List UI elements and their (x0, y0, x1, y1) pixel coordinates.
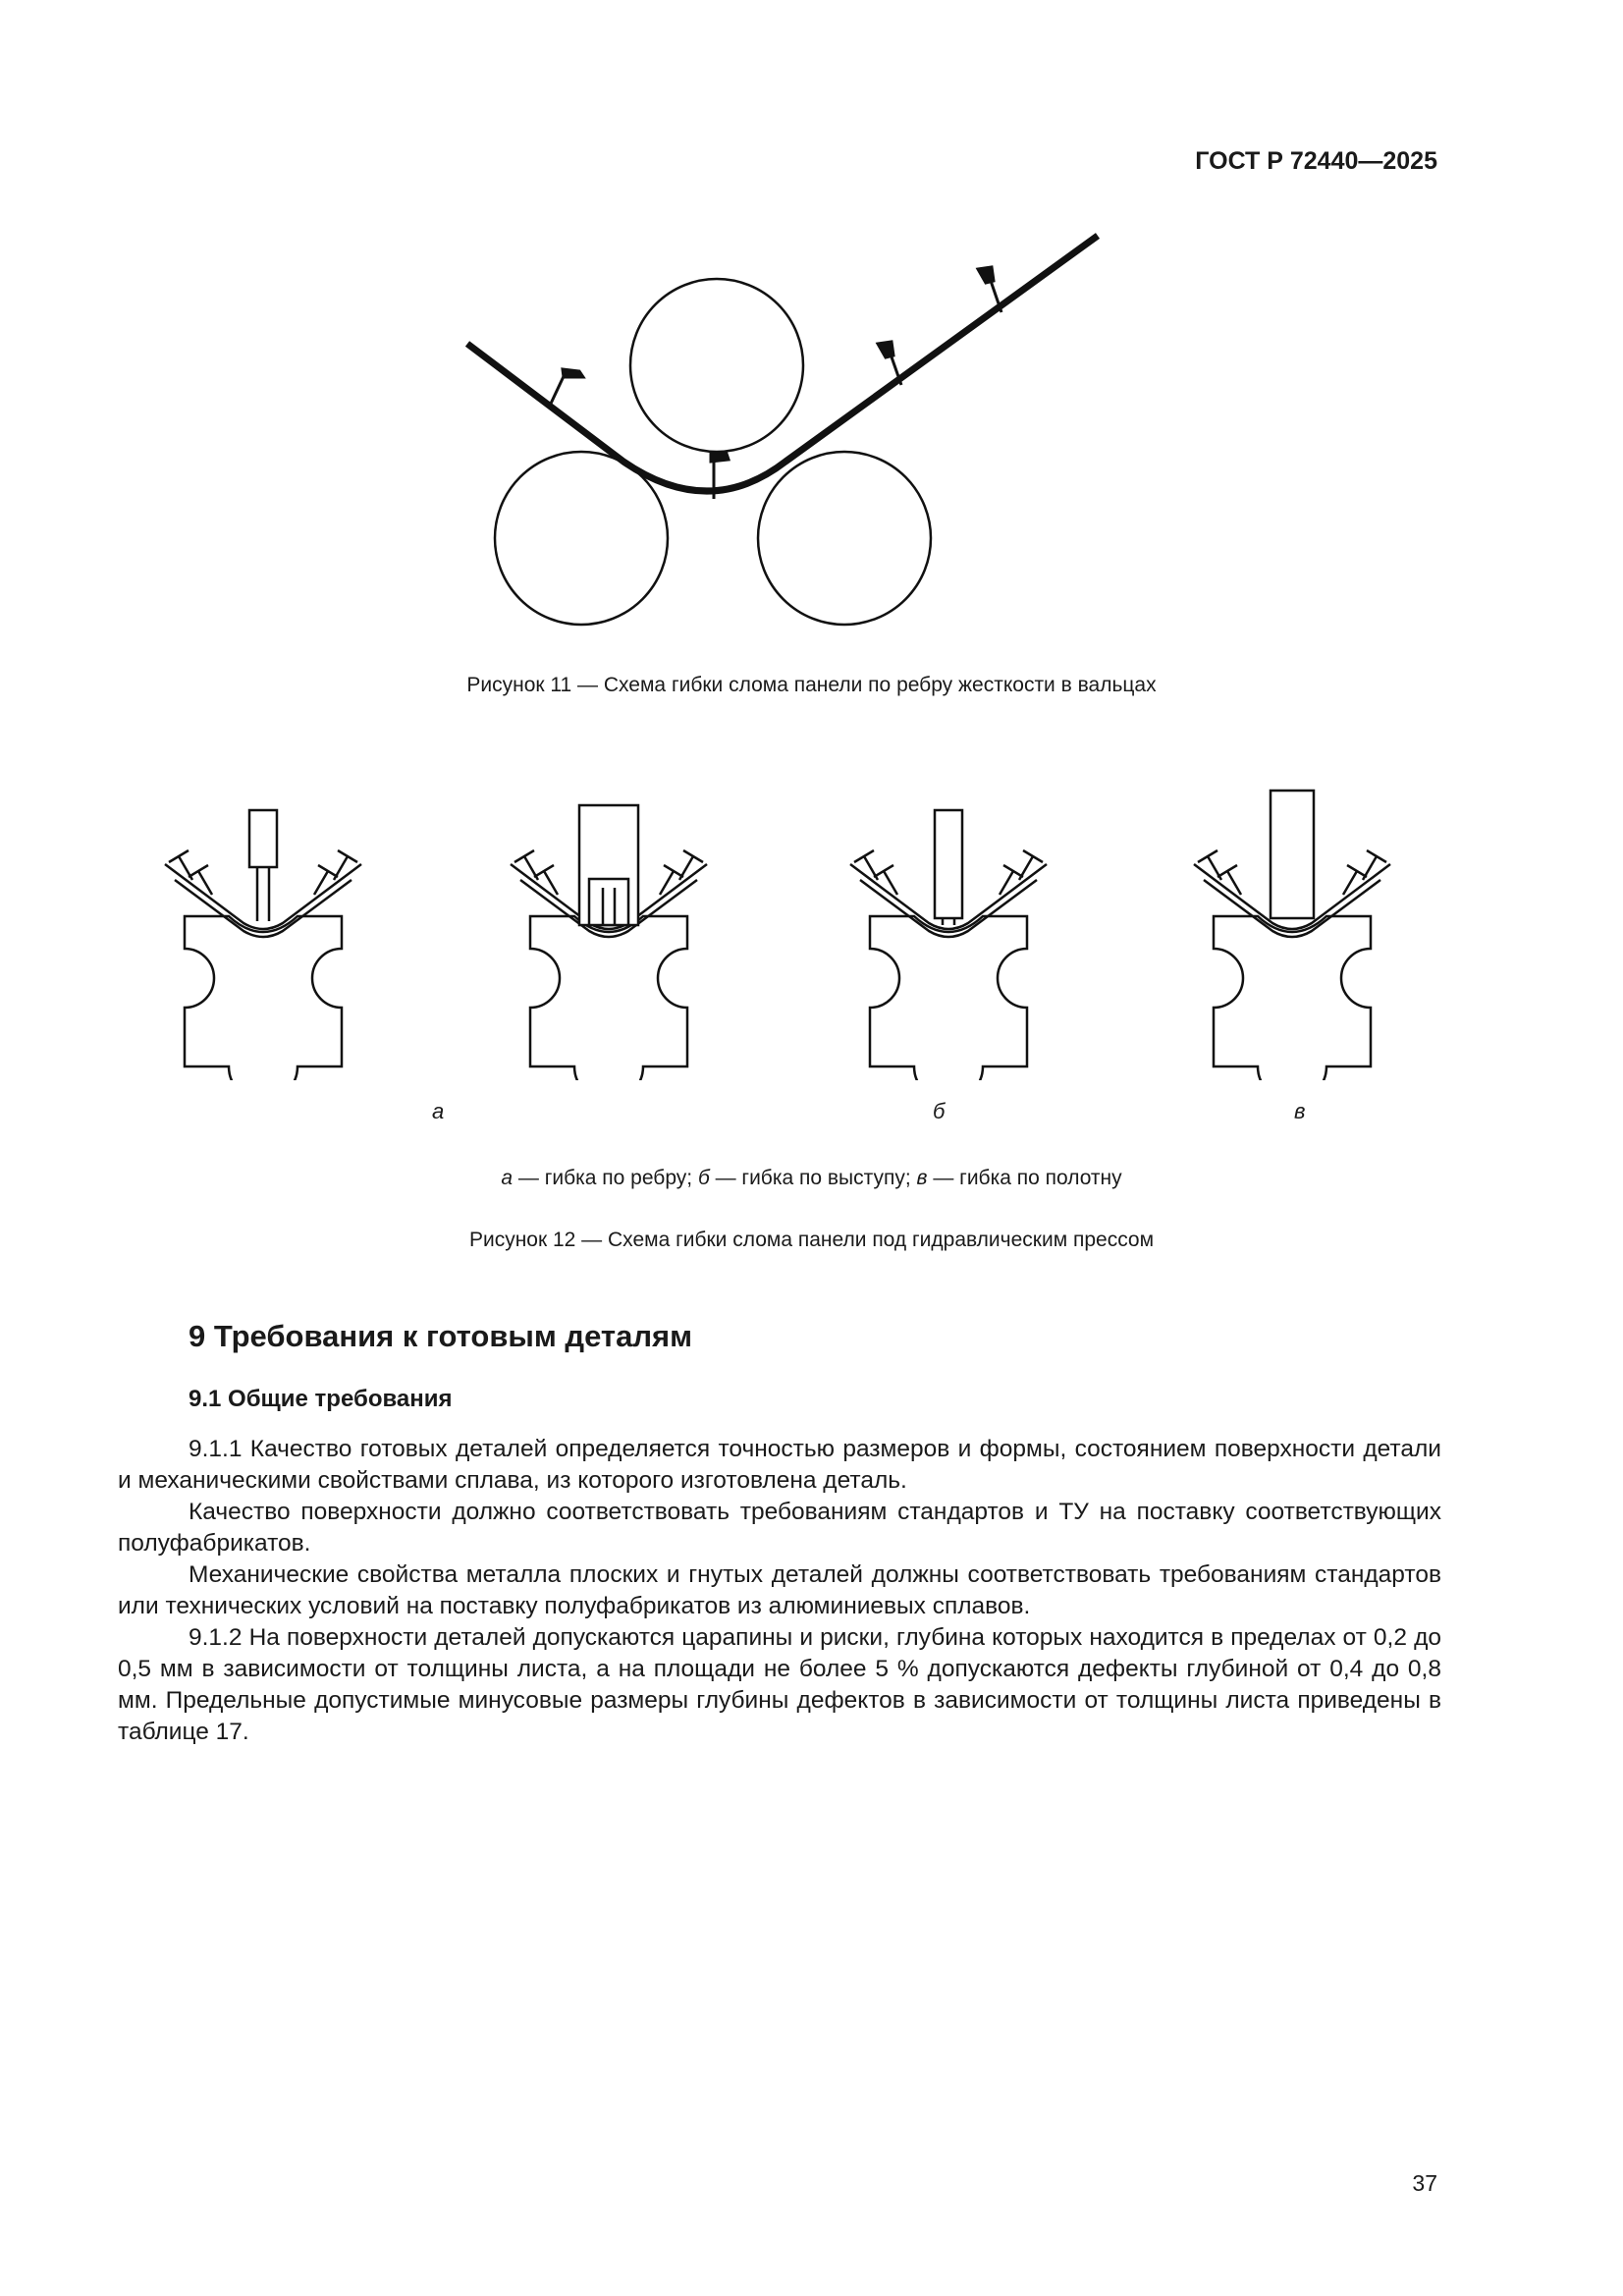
legend-a-text: — гибка по ребру; (513, 1167, 698, 1189)
figure-12-label-b: б (933, 1099, 946, 1123)
paragraph: Качество поверхности должно соответствовать требованиям стандартов и ТУ на поставку соответствующих полуфабрикатов. (118, 1499, 1441, 1557)
page-number: 37 (1412, 2170, 1437, 2196)
subsection-title: 9.1 Общие требования (189, 1386, 453, 1412)
figure-11-rolling-diagram (432, 221, 1119, 643)
top-roller (630, 279, 803, 452)
figure-12-caption: Рисунок 12 — Схема гибки слома панели под гидравлическим прессом (468, 1229, 1155, 1251)
section-body (118, 1434, 1441, 1748)
paragraph: Механические свойства металла плоских и гнутых деталей должны соответствовать требованиям стандартов или технических условий на поставку полуфабрикатов из алюминиевых сплавов. (118, 1561, 1441, 1619)
paragraph: 9.1.1 Качество готовых деталей определяется точностью размеров и формы, состоянием поверхности детали и механическими свойствами сплава, из которого изготовлена деталь. (118, 1436, 1441, 1494)
right-roller (758, 452, 931, 625)
figure-12-label-a: а (432, 1099, 445, 1123)
figure-12-legend (0, 1167, 1623, 1190)
legend-c-letter: в (916, 1167, 928, 1189)
figure-12-press-diagram (147, 781, 1424, 1080)
legend-b-letter: б (697, 1167, 710, 1189)
section-title: 9 Требования к готовым деталям (189, 1319, 693, 1353)
document-header: ГОСТ Р 72440—2025 (1195, 147, 1437, 175)
figure-12-label-c: в (1294, 1099, 1306, 1123)
legend-b-text: — гибка по выступу; (709, 1167, 917, 1189)
legend-c-text: — гибка по полотну (927, 1167, 1122, 1189)
figure-11-caption: Рисунок 11 — Схема гибки слома панели по ребру жесткости в вальцах (466, 674, 1157, 696)
paragraph: 9.1.2 На поверхности деталей допускаются царапины и риски, глубина которых находится в пределах от 0,2 до 0,5 мм в зависимости от толщины листа, а на площади не более 5 % допускаются дефекты глубиной от 0,4 до 0,8 мм. Предельные допустимые минусовые размеры глубины дефектов в зависимости от толщины листа приведены в таблице 17. (118, 1624, 1441, 1745)
legend-a-letter: а (501, 1167, 514, 1189)
left-roller (495, 452, 668, 625)
